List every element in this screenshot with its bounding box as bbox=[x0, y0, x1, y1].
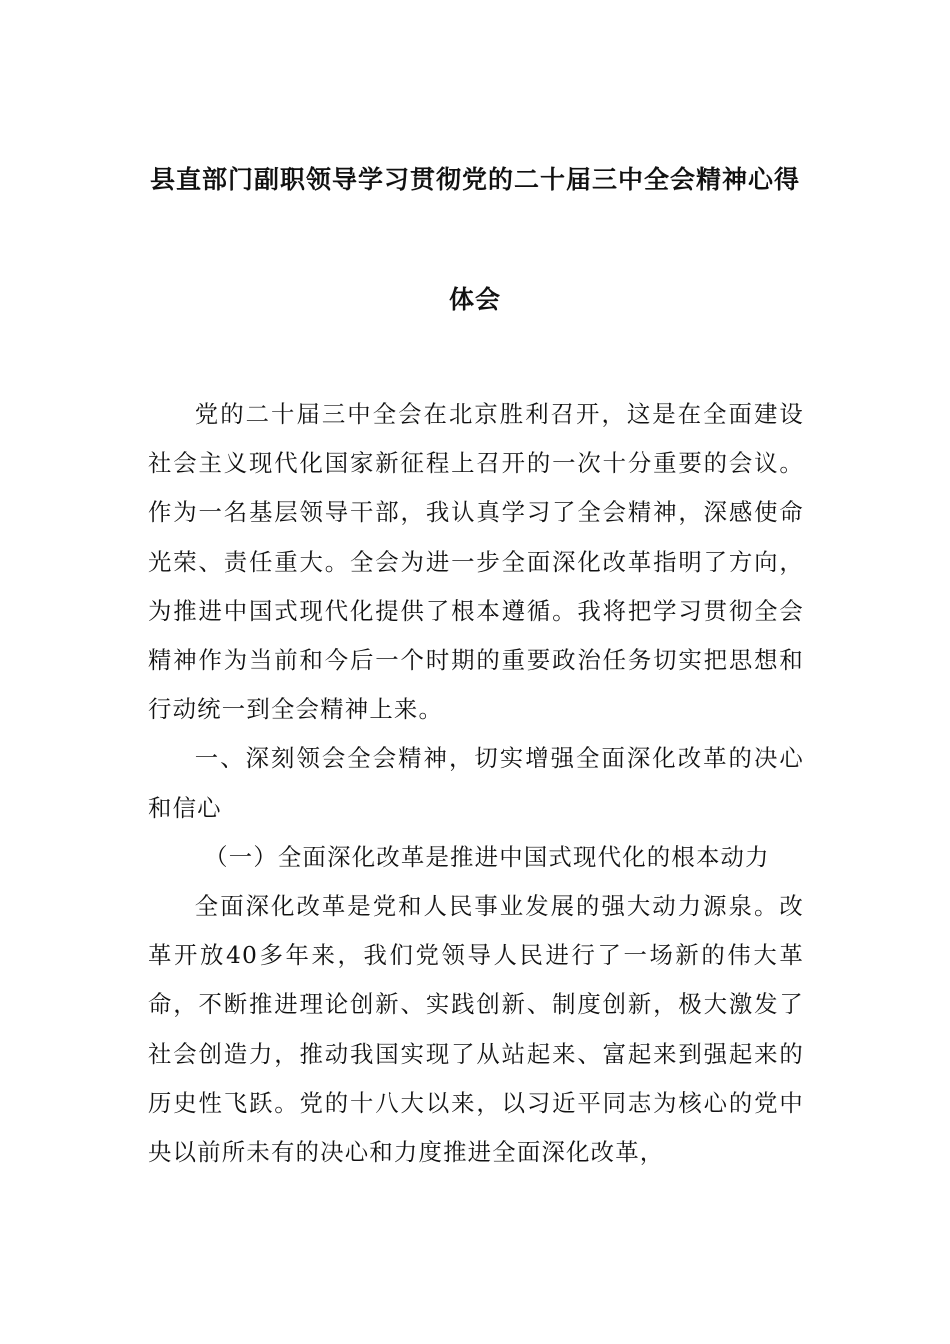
intro-paragraph: 党的二十届三中全会在北京胜利召开，这是在全面建设社会主义现代化国家新征程上召开的一次十分重要的会议。作为一名基层领导干部，我认真学习了全会精神，深感使命光荣、责任重大。全会为进一步全面深化改革指明了方向，为推进中国式现代化提供了根本遵循。我将把学习贯彻全会精神作为当前和今后一个时期的重要政治任务切实把思想和行动统一到全会精神上来。 bbox=[148, 400, 804, 724]
section-heading-1: 一、深刻领会全会精神，切实增强全面深化改革的决心和信心 bbox=[148, 744, 804, 822]
body-paragraph: 全面深化改革是党和人民事业发展的强大动力源泉。改革开放40多年来，我们党领导人民进行了一场新的伟大革命，不断推进理论创新、实践创新、制度创新，极大激发了社会创造力，推动我国实现了从站起来、富起来到强起来的历史性飞跃。党的十八大以来，以习近平同志为核心的党中央以前所未有的决心和力度推进全面深化改革， bbox=[148, 892, 804, 1167]
document-title-line-2: 体会 bbox=[448, 285, 501, 314]
document-body bbox=[148, 390, 804, 1177]
subsection-heading-1-1: （一）全面深化改革是推进中国式现代化的根本动力 bbox=[204, 842, 770, 871]
document-title-line-1: 县直部门副职领导学习贯彻党的二十届三中全会精神心得 bbox=[149, 165, 800, 194]
